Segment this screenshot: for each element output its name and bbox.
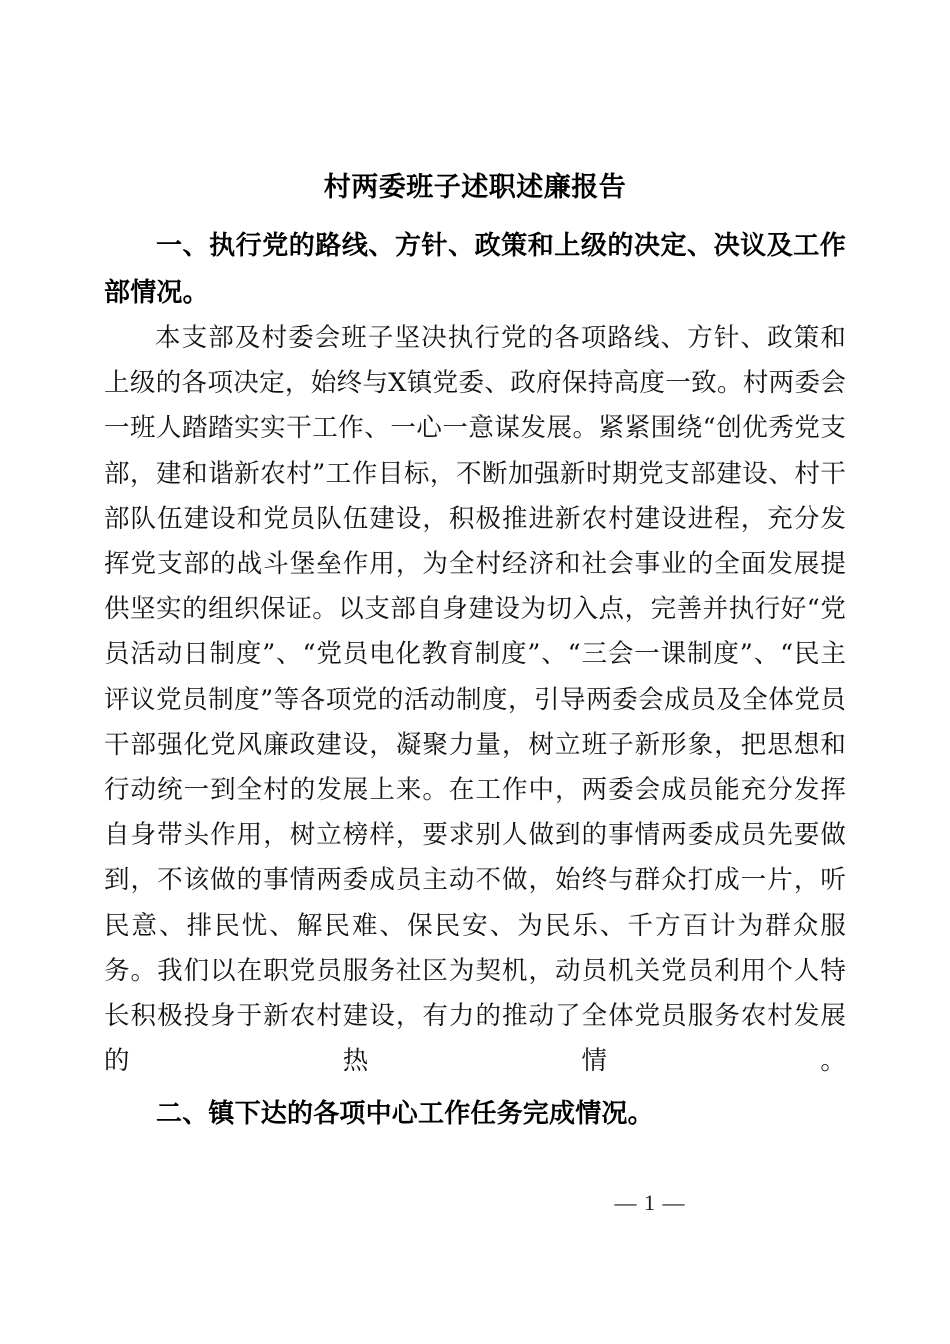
section-heading-2: 二、镇下达的各项中心工作任务完成情况。 <box>156 1098 654 1129</box>
page-title: 村两委班子述职述廉报告 <box>323 172 627 202</box>
section-paragraph-1: 本支部及村委会班子坚决执行党的各项路线、方针、政策和上级的各项决定，始终与X镇党委、政府保持高度一致。村两委会一班人踏踏实实干工作、一心一意谋发展。紧紧围绕“创优秀党支部，建和谐新农村”工作目标，不断加强新时期党支部建设、村干部队伍建设和党员队伍建设，积极推进新农村建设进程，充分发挥党支部的战斗堡垒作用，为全村经济和社会事业的全面发展提供坚实的组织保证。以支部自身建设为切入点，完善并执行好“党员活动日制度”、“党员电化教育制度”、“三会一课制度”、“民主评议党员制度”等各项党的活动制度，引导两委会成员及全体党员干部强化党风廉政建设，凝聚力量，树立班子新形象，把思想和行动统一到全村的发展上来。在工作中，两委会成员能充分发挥自身带头作用，树立榜样，要求别人做到的事情两委成员先要做到，不该做的事情两委成员主动不做，始终与群众打成一片，听民意、排民忧、解民难、保民安、为民乐、千方百计为群众服务。我们以在职党员服务社区为契机，动员机关党员利用个人特长积极投身于新农村建设，有力的推动了全体党员服务农村发展的热情。 <box>104 323 846 1077</box>
document-content <box>104 166 846 1137</box>
section-heading-1: 一、执行党的路线、方针、政策和上级的决定、决议及工作部情况。 <box>104 230 846 307</box>
page-footer <box>0 1190 950 1216</box>
page-number: — 1 — <box>614 1190 686 1215</box>
